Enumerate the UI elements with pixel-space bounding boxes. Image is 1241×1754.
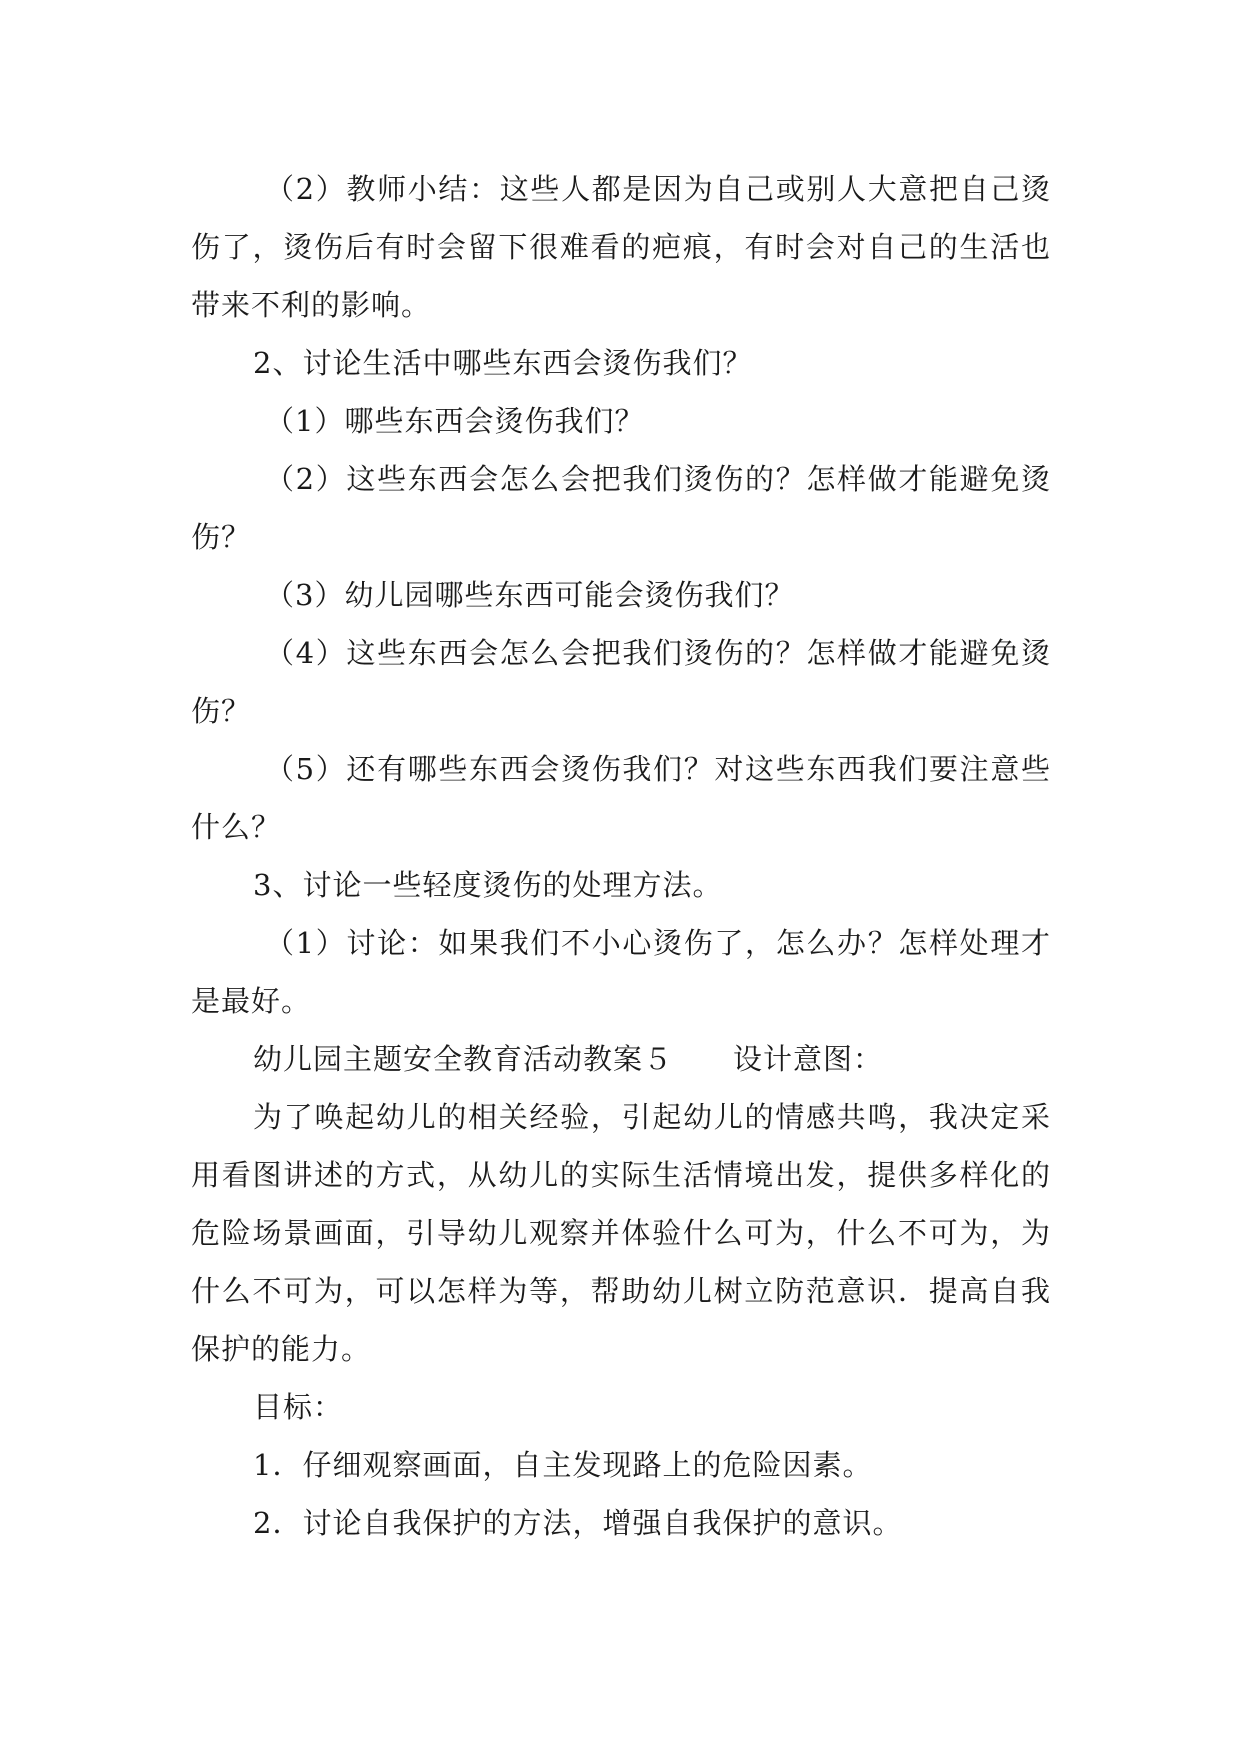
paragraph-lesson-title: 幼儿园主题安全教育活动教案５ 设计意图：	[253, 1042, 884, 1076]
paragraph-discuss-items: 2、讨论生活中哪些东西会烫伤我们？	[253, 346, 753, 380]
paragraph-teacher-summary: （2）教师小结：这些人都是因为自己或别人大意把自己烫伤了，烫伤后有时会留下很难看的疤痕，有时会对自己的生活也带来不利的影响。	[191, 172, 1051, 322]
paragraph-goals-heading: 目标：	[253, 1390, 344, 1424]
paragraph-discuss-treatment: 3、讨论一些轻度烫伤的处理方法。	[253, 868, 723, 902]
paragraph-question-5: （5）还有哪些东西会烫伤我们？对这些东西我们要注意些什么？	[191, 752, 1051, 844]
paragraph-question-3: （3）幼儿园哪些东西可能会烫伤我们？	[265, 578, 795, 612]
paragraph-design-intent: 为了唤起幼儿的相关经验，引起幼儿的情感共鸣，我决定采用看图讲述的方式，从幼儿的实际生活情境出发，提供多样化的危险场景画面，引导幼儿观察并体验什么可为，什么不可为，为什么不可为，可以怎样为等，帮助幼儿树立防范意识．提高自我保护的能力。	[191, 1100, 1051, 1366]
paragraph-treatment-question: （1）讨论：如果我们不小心烫伤了，怎么办？怎样处理才是最好。	[191, 926, 1051, 1018]
paragraph-question-1: （1）哪些东西会烫伤我们？	[265, 404, 645, 438]
document-body	[191, 160, 1051, 1552]
paragraph-goal-2: 2．讨论自我保护的方法，增强自我保护的意识。	[253, 1506, 903, 1540]
paragraph-goal-1: 1．仔细观察画面，自主发现路上的危险因素。	[253, 1448, 873, 1482]
paragraph-question-2: （2）这些东西会怎么会把我们烫伤的？怎样做才能避免烫伤？	[191, 462, 1051, 554]
paragraph-question-4: （4）这些东西会怎么会把我们烫伤的？怎样做才能避免烫伤？	[191, 636, 1051, 728]
